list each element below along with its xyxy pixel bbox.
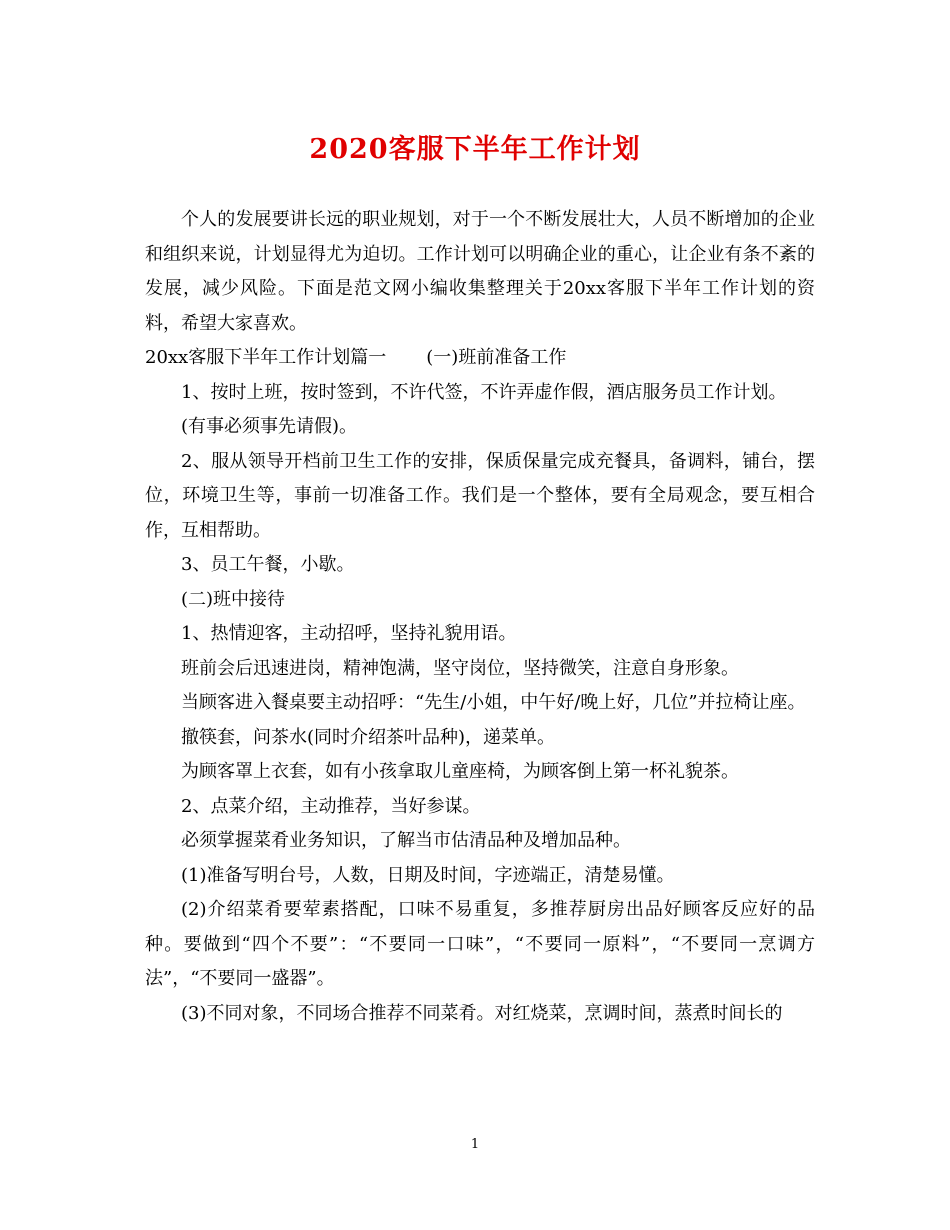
paragraph-1: 1、按时上班，按时签到，不许代签，不许弄虚作假，酒店服务员工作计划。 — [181, 381, 787, 403]
section-heading: 20xx客服下半年工作计划篇一 — [145, 347, 387, 368]
section-heading-line — [145, 341, 815, 376]
paragraph-4: 3、员工午餐，小歇。 — [181, 554, 355, 575]
intro-paragraph: 个人的发展要讲长远的职业规划，对于一个不断发展壮大，人员不断增加的企业和组织来说，计划显得尤为迫切。工作计划可以明确企业的重心，让企业有条不紊的发展，减少风险。下面是范文网小编收集整理关于20xx客服下半年工作计划的资料，希望大家喜欢。 — [145, 209, 815, 334]
subsection-heading-1: (一)班前准备工作 — [426, 347, 567, 368]
paragraph-8: 撤筷套，问茶水(同时介绍茶叶品种)，递菜单。 — [181, 726, 556, 748]
document-title: 2020客服下半年工作计划 — [309, 134, 641, 165]
paragraph-11: 必须掌握菜肴业务知识，了解当市估清品种及增加品种。 — [181, 830, 631, 851]
paragraph-7: 当顾客进入餐桌要主动招呼：“先生/小姐，中午好/晚上好，几位”并拉椅让座。 — [181, 692, 806, 713]
paragraph-2: (有事必须事先请假)。 — [181, 416, 358, 437]
paragraph-13: (2)介绍菜肴要荤素搭配，口味不易重复，多推荐厨房出品好顾客反应好的品种。要做到“四个不要”：“不要同一口味”，“不要同一原料”，“不要同一烹调方法”，“不要同一盛器”。 — [145, 899, 815, 989]
subsection-heading-2: (二)班中接待 — [181, 588, 286, 610]
paragraph-14: (3)不同对象，不同场合推荐不同菜肴。对红烧菜，烹调时间，蒸煮时间长的 — [181, 1002, 783, 1024]
paragraph-3: 2、服从领导开档前卫生工作的安排，保质保量完成充餐具，备调料，铺台，摆位，环境卫生等，事前一切准备工作。我们是一个整体，要有全局观念，要互相合作，互相帮助。 — [145, 450, 815, 541]
document-body — [145, 203, 815, 1031]
paragraph-10: 2、点菜介绍，主动推荐，当好参谋。 — [181, 795, 481, 817]
paragraph-12: (1)准备写明台号，人数，日期及时间，字迹端正，清楚易懂。 — [181, 864, 675, 886]
page-number: 1 — [470, 1137, 480, 1152]
paragraph-5: 1、热情迎客，主动招呼，坚持礼貌用语。 — [181, 623, 517, 644]
paragraph-6: 班前会后迅速进岗，精神饱满，坚守岗位，坚持微笑，注意自身形象。 — [181, 657, 739, 679]
paragraph-9: 为顾客罩上衣套，如有小孩拿取儿童座椅，为顾客倒上第一杯礼貌茶。 — [181, 761, 739, 782]
